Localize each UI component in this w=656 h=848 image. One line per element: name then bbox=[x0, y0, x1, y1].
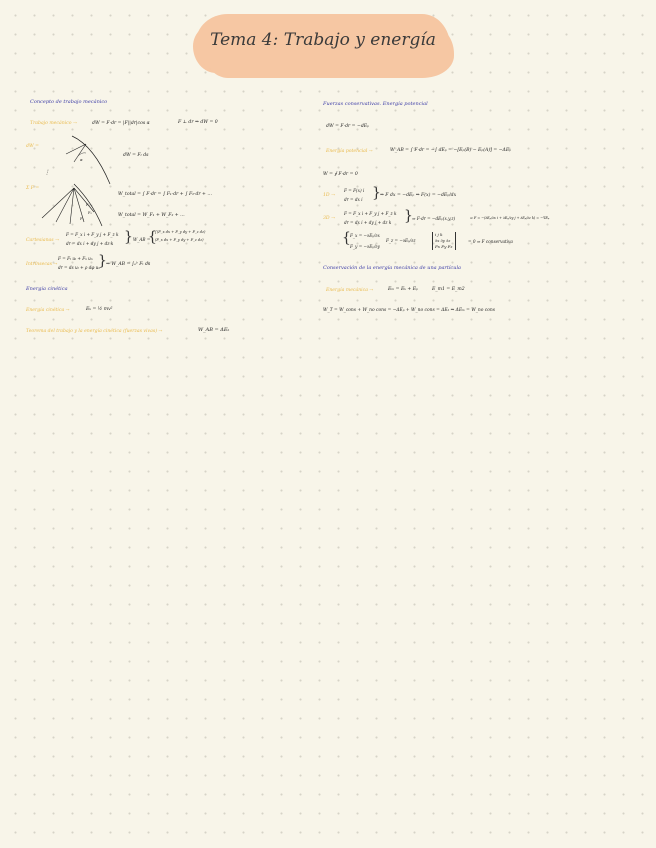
eq-potential-energy: W_AB = ∫ F·dr = −∫ dEₚ = −[Eₚ(B) − Eₚ(A)] = −ΔEₚ bbox=[390, 148, 512, 153]
page-title: Tema 4: Trabajo y energía bbox=[210, 30, 436, 50]
eq-system-fz: F_z = −∂Eₚ/∂z bbox=[386, 238, 416, 243]
label-diagram-1: dW = bbox=[26, 144, 39, 149]
eq-tangential-work: dW = Fₜ ds bbox=[123, 153, 149, 158]
svg-text:F₂: F₂ bbox=[88, 211, 92, 215]
heading-work-concept: Concepto de trabajo mecánico bbox=[30, 99, 108, 105]
label-mechanical-energy: Energía mecánica → bbox=[326, 288, 374, 293]
brace-intrinsic: } bbox=[98, 253, 107, 269]
eq-conservative-differential: dW = F·dr = −dEₚ bbox=[326, 124, 369, 129]
matrix-row-2: ∂x ∂y ∂z bbox=[435, 238, 451, 243]
eq-mechanical-work: dW = F·dr = |F||dr|cos α bbox=[92, 121, 150, 126]
eq-mechanical-conservation: E_m1 = E_m2 bbox=[432, 287, 465, 292]
svg-text:F₃: F₃ bbox=[80, 217, 84, 221]
force-sum-sketch bbox=[40, 182, 110, 230]
svg-text:α: α bbox=[80, 157, 83, 162]
label-3d: 3D → bbox=[323, 216, 335, 221]
eq-mechanical-energy: Eₘ = Eₖ + Eₚ bbox=[388, 287, 418, 292]
svg-text:F₁: F₁ bbox=[86, 203, 90, 207]
eq-work-note: F ⊥ dr ⇒ dW = 0 bbox=[178, 120, 218, 125]
matrix-row-1: i j k bbox=[435, 232, 443, 237]
eq-3d-force: F = F_x i + F_y j + F_z k bbox=[344, 211, 397, 216]
heading-conservative-forces: Fuerzas conservativas. Energía potencial bbox=[323, 101, 428, 107]
eq-total-work-integral: W_total = ∫ F·dr = ∫ F₁·dr + ∫ F₂·dr + … bbox=[118, 192, 212, 197]
matrix-row-3: Fx Fy Fz bbox=[435, 244, 453, 249]
brace-cartesian-result: { bbox=[148, 229, 157, 245]
eq-kinetic-energy: Eₖ = ½ mv² bbox=[86, 307, 113, 312]
heading-energy-conservation: Conservación de la energía mecánica de una partícula bbox=[323, 265, 462, 271]
eq-cartesian-result-bottom: (F_x dx + F_y dy + F_z dz) bbox=[155, 238, 204, 242]
eq-closed-loop: W = ∮ F·dr = 0 bbox=[323, 172, 358, 177]
eq-3d-gradient: ⇒ F = −(∂Eₚ/∂x i + ∂Eₚ/∂y j + ∂Eₚ/∂z k) = −∇Eₚ bbox=[470, 216, 550, 220]
eq-cartesian-result-top: ∫(F_x dx + F_y dy + F_z dz) bbox=[155, 230, 206, 234]
eq-intrinsic-force: F = Fₜ uₜ + Fₙ uₙ bbox=[58, 256, 93, 261]
eq-1d-displacement: dr = dx i bbox=[344, 197, 363, 202]
label-work-ab: W_AB = bbox=[133, 237, 151, 242]
eq-intrinsic-result: ⇒ W_AB = ∫ₐᵇ Fₜ ds bbox=[106, 262, 151, 267]
eq-system-fx: F_x = −∂Eₚ/∂x bbox=[350, 233, 380, 238]
heading-kinetic-energy: Energía cinética bbox=[26, 286, 68, 292]
eq-work-total-balance: W_T = W_cons + W_no cons = −ΔEₚ + W_no cons = ΔEₖ ⇒ ΔEₘ = W_no cons bbox=[323, 308, 495, 313]
label-cartesian: Cartesianas → bbox=[26, 238, 59, 243]
eq-intrinsic-displacement: dr = ds uₜ + ρ dφ uₙ bbox=[58, 265, 101, 270]
eq-curl-result: = 0 ⇒ F conservativa bbox=[468, 239, 513, 244]
curl-determinant bbox=[432, 232, 456, 250]
eq-3d-displacement: dr = dx i + dy j + dz k bbox=[344, 220, 392, 225]
label-diagram-2: Σ F = bbox=[26, 186, 40, 191]
label-1d: 1D → bbox=[323, 193, 335, 198]
label-intrinsic: Intrínsecas → bbox=[26, 262, 58, 267]
label-potential-energy: Energía potencial → bbox=[326, 149, 373, 154]
eq-cartesian-force: F = F_x i + F_y j + F_z k bbox=[66, 232, 119, 237]
brace-3d: } bbox=[404, 208, 413, 224]
eq-total-work-sum: W_total = W_F₁ + W_F₂ + … bbox=[118, 213, 185, 218]
brace-cartesian: } bbox=[124, 229, 133, 245]
label-work-energy-theorem: Teorema del trabajo y la energía cinética (fuerzas vivas) → bbox=[26, 329, 163, 334]
eq-1d-result: ⇒ F dx = −dEₚ ⇒ F(x) = −dEₚ/dx bbox=[380, 193, 457, 198]
brace-system: { bbox=[342, 230, 351, 246]
label-mechanical-work: Trabajo mecánico → bbox=[30, 121, 77, 126]
brace-1d: } bbox=[372, 185, 381, 201]
label-kinetic-energy: Energía cinética → bbox=[26, 308, 70, 313]
eq-3d-result: ⇒ F·dr = −dEₚ(x,y,z) bbox=[412, 216, 456, 221]
trajectory-sketch-1 bbox=[60, 132, 120, 187]
eq-system-fy: F_y = −∂Eₚ/∂y bbox=[350, 244, 380, 249]
ellipsis-dots: ⋮ bbox=[44, 169, 50, 176]
eq-cartesian-displacement: dr = dx i + dy j + dz k bbox=[66, 241, 114, 246]
eq-1d-force: F = F(x) i bbox=[344, 188, 365, 193]
eq-work-energy-theorem: W_AB = ΔEₖ bbox=[198, 327, 230, 333]
